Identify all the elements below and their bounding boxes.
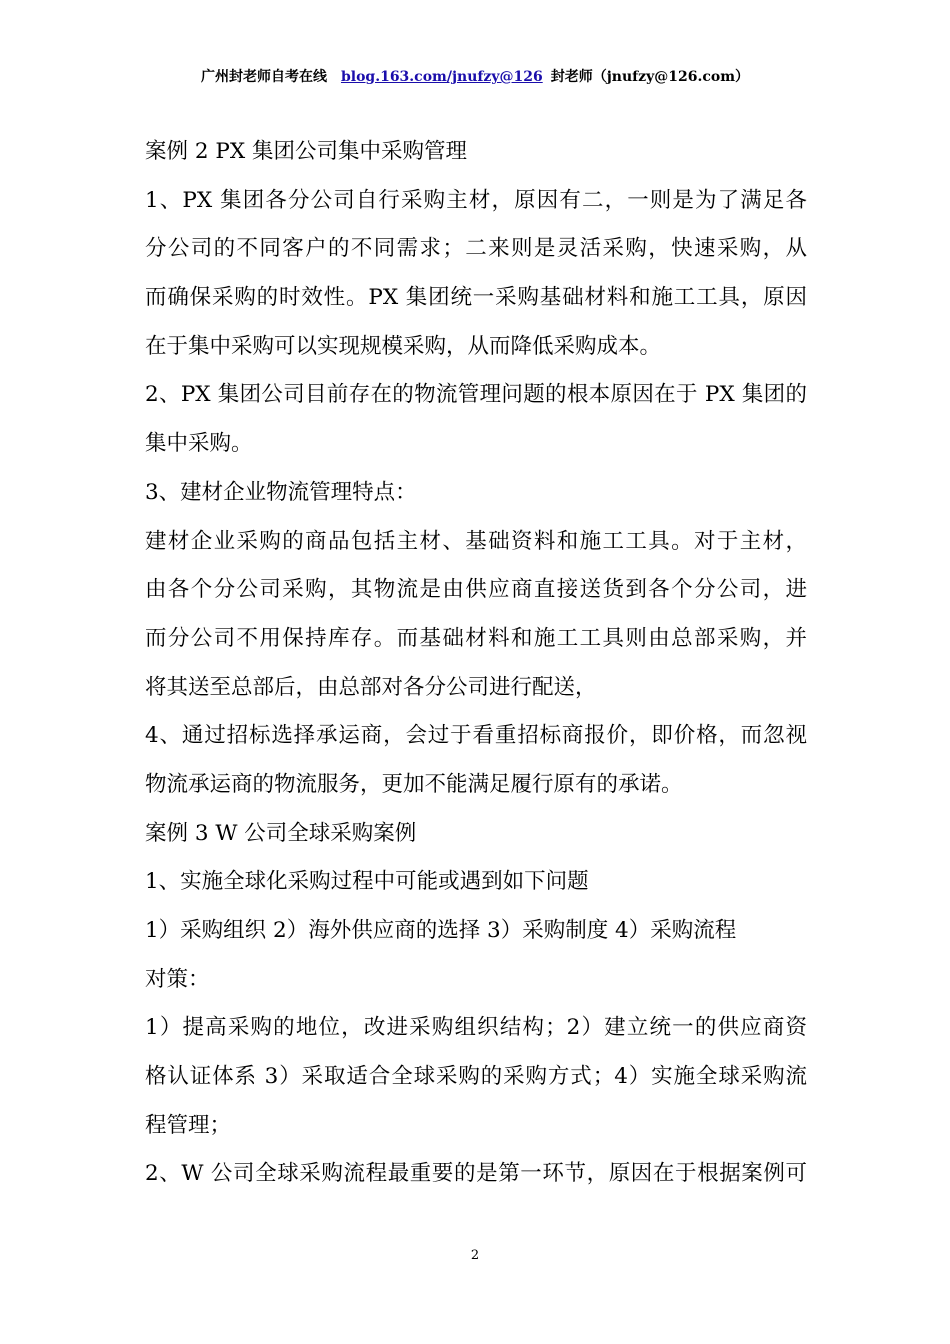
text-line: 1、PX 集团各分公司自行采购主材，原因有二，一则是为了满足各 bbox=[145, 187, 807, 213]
text-line: 由各个分公司采购，其物流是由供应商直接送货到各个分公司，进 bbox=[145, 577, 807, 603]
blog-link[interactable]: blog.163.com/jnufzy@126 bbox=[340, 69, 543, 85]
page-number: 2 bbox=[470, 1248, 480, 1263]
page-header bbox=[0, 66, 950, 86]
document-body bbox=[145, 128, 807, 1199]
text-line: 2、PX 集团公司目前存在的物流管理问题的根本原因在于 PX 集团的 bbox=[145, 382, 807, 408]
text-line: 案例 3 W 公司全球采购案例 bbox=[145, 820, 417, 846]
text-line: 1）提高采购的地位，改进采购组织结构；2）建立统一的供应商资 bbox=[145, 1015, 807, 1041]
text-line: 格认证体系 3）采取适合全球采购的采购方式；4）实施全球采购流 bbox=[145, 1064, 807, 1090]
text-line: 集中采购。 bbox=[145, 431, 253, 457]
contact-info: 封老师（jnufzy@126.com） bbox=[550, 69, 750, 85]
text-line: 分公司的不同客户的不同需求；二来则是灵活采购，快速采购，从 bbox=[145, 236, 807, 262]
text-line: 对策： bbox=[145, 966, 210, 992]
text-line: 物流承运商的物流服务，更加不能满足履行原有的承诺。 bbox=[145, 771, 683, 797]
text-line: 而确保采购的时效性。PX 集团统一采购基础材料和施工工具，原因 bbox=[145, 285, 807, 311]
text-line: 1）采购组织 2）海外供应商的选择 3）采购制度 4）采购流程 bbox=[145, 918, 737, 943]
text-line: 3、建材企业物流管理特点： bbox=[145, 479, 417, 505]
text-line: 将其送至总部后，由总部对各分公司进行配送， bbox=[145, 674, 597, 700]
text-line: 2、W 公司全球采购流程最重要的是第一环节，原因在于根据案例可 bbox=[145, 1161, 807, 1187]
site-name: 广州封老师自考在线 bbox=[200, 69, 327, 85]
text-line: 4、通过招标选择承运商，会过于看重招标商报价，即价格，而忽视 bbox=[145, 723, 807, 749]
text-line: 建材企业采购的商品包括主材、基础资料和施工工具。对于主材， bbox=[145, 528, 807, 554]
text-line: 程管理； bbox=[145, 1112, 232, 1138]
text-line: 案例 2 PX 集团公司集中采购管理 bbox=[145, 139, 467, 164]
text-line: 在于集中采购可以实现规模采购，从而降低采购成本。 bbox=[145, 333, 662, 359]
text-line: 而分公司不用保持库存。而基础材料和施工工具则由总部采购，并 bbox=[145, 625, 807, 651]
text-line: 1、实施全球化采购过程中可能或遇到如下问题 bbox=[145, 869, 589, 895]
